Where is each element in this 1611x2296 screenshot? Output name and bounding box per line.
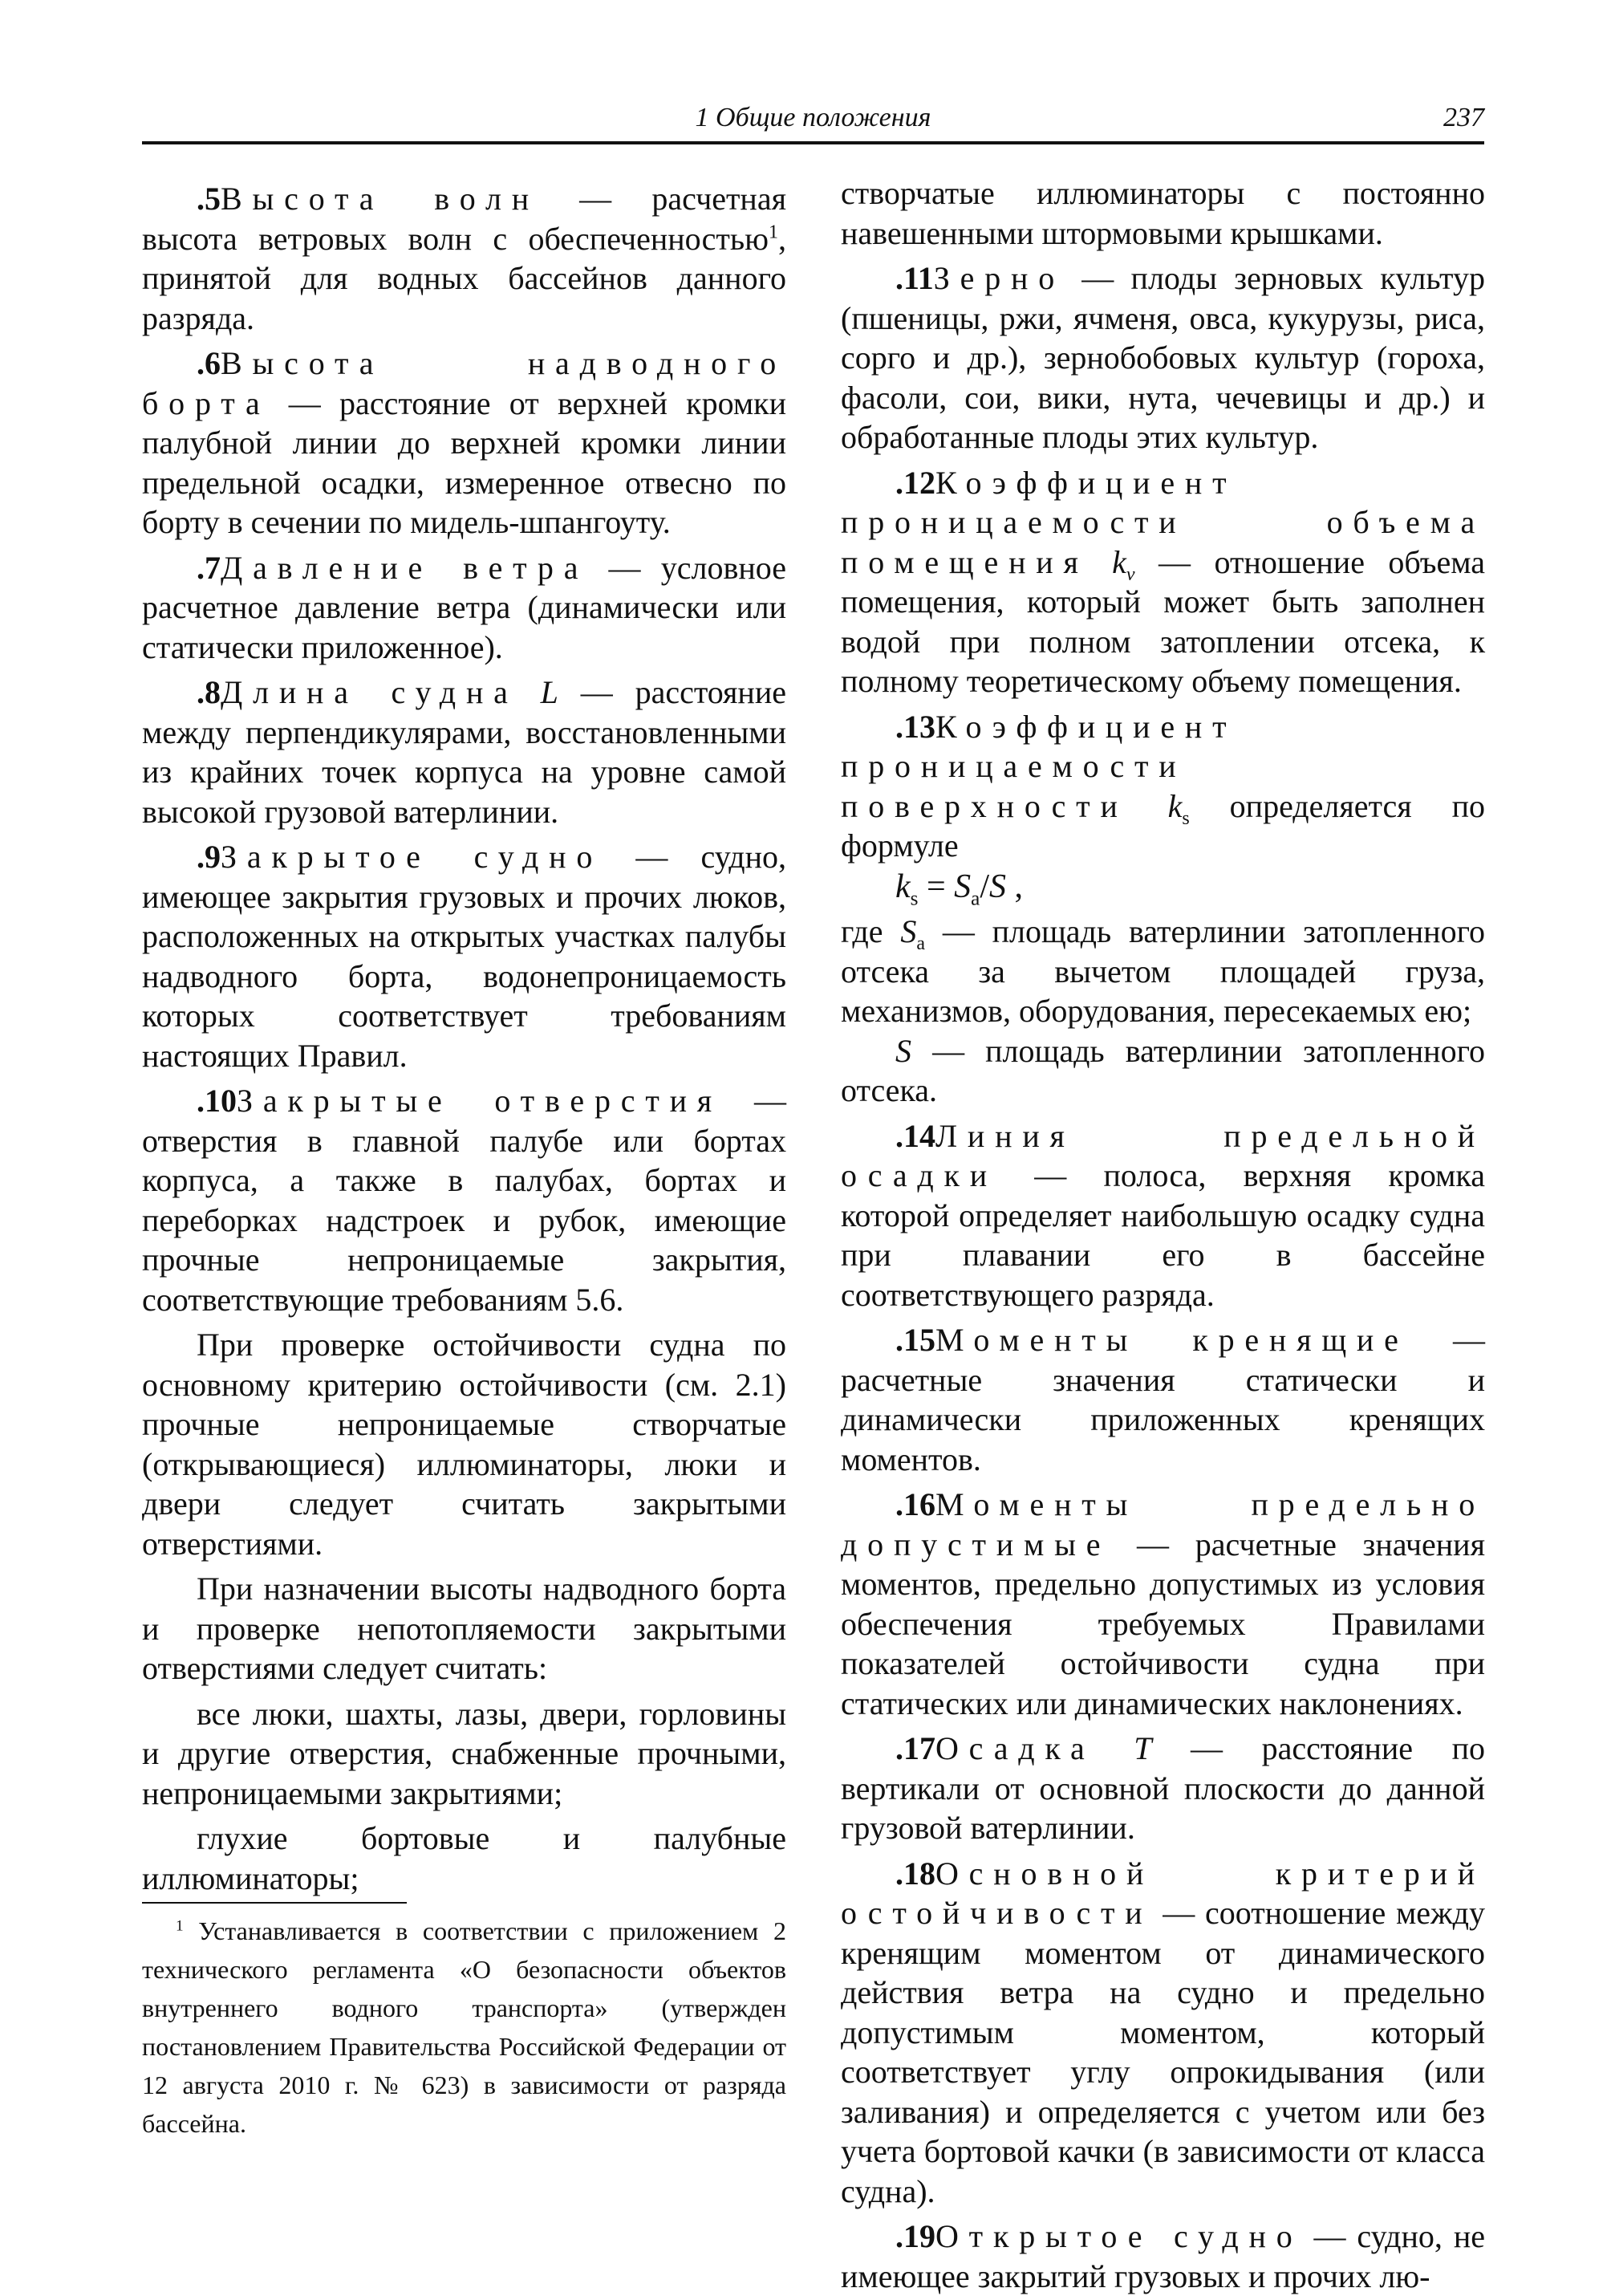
variable: L (540, 674, 558, 710)
definition-text: — расчетные значения статически и динамически приложенных кренящих моментов. (841, 1322, 1486, 1477)
definition-13 (841, 707, 1485, 866)
formula (895, 868, 1485, 908)
definition-text: — расчетные значения моментов, предельно допустимых из условия обеспечения требуемых Правилами показателей остойчивости судна при статических или динамических наклонениях. (841, 1526, 1485, 1721)
definition-17 (841, 1729, 1485, 1848)
term: Давление ветра (221, 549, 589, 586)
variable-subscript: a (916, 933, 925, 954)
definition-11 (841, 258, 1485, 457)
definition-7 (142, 548, 786, 668)
definition-text: — судно, имеющее закрытия грузовых и прочих люков, расположенных на открытых участках палубы надводного борта, водонепроницаемость которых соответствует требованиям настоящих Правил. (142, 839, 786, 1074)
paragraph: При проверке остойчивости судна по основному критерию остойчивости (см. 2.1) прочные непроницаемые створчатые (открывающиеся) иллюминаторы, люки и двери следует считать закрытыми отверстиями. (142, 1327, 786, 1562)
formula-denominator: S (989, 868, 1007, 905)
item-number: .10 (197, 1083, 237, 1119)
variable: S (895, 1032, 911, 1069)
term: Коэффициент проницаемости объема помещения (841, 464, 1485, 580)
variable: k (1112, 543, 1126, 580)
item-number: .5 (197, 181, 221, 217)
term: Основной критерий остойчивости (841, 1855, 1485, 1931)
definition-15 (841, 1320, 1485, 1479)
variable: T (1134, 1730, 1152, 1766)
definition-text: определяется по формуле (841, 787, 1485, 864)
item-number: .19 (895, 2218, 935, 2254)
definition-text: , принятой для водных бассейнов данного разряда. (142, 220, 786, 336)
footnote-mark: 1 (176, 1917, 184, 1935)
paragraph-continuation: створчатые иллюминаторы с постоянно навешенными штормовыми крышками. (841, 175, 1485, 251)
variable-subscript: s (1182, 807, 1190, 829)
fraction-slash: / (980, 868, 990, 905)
term: Закрытые отверстия (237, 1083, 723, 1119)
explanation-text: — площадь ватерлинии затопленного отсека за вычетом площадей груза, механизмов, оборудования, пересекаемых ею; (841, 913, 1485, 1029)
term: Высота надводного борта (142, 345, 786, 421)
term: Зерно (933, 260, 1065, 296)
item-number: .9 (197, 839, 221, 875)
formula-lhs-subscript: s (910, 887, 919, 909)
running-header (142, 96, 1484, 144)
definition-16 (841, 1485, 1485, 1723)
formula-explanation (841, 1031, 1485, 1111)
formula-numerator-subscript: a (971, 887, 980, 909)
definition-text: — расстояние от верхней кромки палубной линии до верхней кромки линии предельной осадки, измеренное отвесно по борту в сечении по мидель-шпангоуту. (142, 384, 786, 540)
where-label: где (841, 913, 901, 949)
definition-text: — судно, не имеющее закрытий грузовых и прочих лю- (841, 2218, 1485, 2294)
term: Осадка (935, 1730, 1095, 1766)
item-number: .6 (197, 345, 221, 381)
term: Моменты предельно допустимые (841, 1486, 1485, 1562)
definition-text: — полоса, верхняя кромка которой определяет наибольшую осадку судна при плавании его в бассейне соответствующего разряда. (841, 1157, 1485, 1313)
page-number: 237 (1443, 103, 1484, 132)
formula-punctuation: , (1006, 868, 1024, 905)
definition-text: — соотношение между кренящим моментом от динамического действия ветра на судно и предельно допустимым моментом, который соответствует углу опрокидывания (или заливания) и определяется с учетом или без учета бортовой качки (в зависимости от класса судна). (841, 1895, 1485, 2209)
item-number: .15 (895, 1322, 935, 1358)
term: Линия предельной осадки (841, 1117, 1485, 1193)
footnote-ref: 1 (769, 221, 778, 243)
item-number: .11 (895, 260, 934, 296)
definition-10 (142, 1081, 786, 1319)
item-number: .18 (895, 1855, 935, 1892)
item-number: .13 (895, 708, 935, 745)
right-column (841, 173, 1485, 2296)
formula-lhs: k (895, 868, 911, 905)
footnote-divider (142, 1902, 407, 1904)
footnote-text: Устанавливается в соответствии с приложением 2 технического регламента «О безопасности объектов внутреннего водного транспорта» (утвержден постановлением Правительства Российской Федерации от 12 августа 2010 г. № 623) в зависимости от разряда бассейна. (142, 1916, 786, 2138)
footnote (142, 1912, 786, 2143)
definition-12 (841, 463, 1485, 701)
definition-text: — отверстия в главной палубе или бортах корпуса, а также в палубах, бортах и переборках надстроек и рубок, имеющие прочные непроницаемые закрытия, соответствующие требованиям 5.6. (142, 1083, 787, 1318)
variable: S (900, 913, 917, 949)
definition-text: — расчетная высота ветровых волн с обеспеченностью (142, 181, 786, 257)
paragraph: глухие бортовые и палубные иллюминаторы; (142, 1820, 786, 1896)
definition-text: — условное расчетное давление ветра (динамически или статически приложенное). (142, 549, 787, 665)
item-number: .8 (197, 674, 221, 710)
term: Открытое судно (935, 2218, 1303, 2254)
definition-19 (841, 2217, 1485, 2296)
formula-numerator: S (954, 868, 972, 905)
item-number: .14 (895, 1117, 935, 1154)
variable: k (1167, 787, 1183, 824)
variable-subscript: v (1126, 563, 1135, 585)
equals-sign: = (918, 868, 955, 905)
definition-text: — расстояние между перпендикулярами, восстановленными из крайних точек корпуса на уровне самой высокой грузовой ватерлинии. (142, 674, 786, 830)
definition-6 (142, 343, 786, 543)
definition-5 (142, 179, 786, 338)
item-number: .12 (895, 464, 935, 501)
paragraph: все люки, шахты, лазы, двери, горловины и другие отверстия, снабженные прочными, непроницаемыми закрытиями; (142, 1695, 786, 1811)
item-number: .17 (895, 1730, 935, 1766)
definition-18 (841, 1854, 1485, 2212)
definition-8 (142, 673, 786, 831)
definition-9 (142, 837, 786, 1075)
definition-text: — отношение объема помещения, который может быть заполнен водой при полном затоплении отсека, к полному теоретическому объему помещения. (841, 543, 1485, 699)
term: Закрытое судно (221, 839, 603, 875)
term: Высота волн (221, 181, 539, 217)
paragraph: При назначении высоты надводного борта и проверке непотопляемости закрытыми отверстиями следует считать: (142, 1571, 786, 1686)
explanation-text: — площадь ватерлинии затопленного отсека. (841, 1032, 1485, 1108)
formula-explanation (841, 912, 1485, 1031)
definition-text: — плоды зерновых культур (пшеницы, ржи, ячменя, овса, кукурузы, риса, сорго и др.), зернобобовых культур (гороха, фасоли, сои, вики, нута, чечевицы и др.) и обработанные плоды этих культур. (841, 260, 1485, 455)
item-number: .7 (197, 549, 221, 586)
left-column (142, 173, 786, 1898)
term: Коэффициент проницаемости поверхности (841, 708, 1237, 824)
definition-14 (841, 1116, 1485, 1315)
definition-text: — расстояние по вертикали от основной плоскости до данной грузовой ватерлинии. (841, 1730, 1485, 1846)
term: Длина судна (221, 674, 518, 710)
item-number: .16 (895, 1486, 935, 1522)
term: Моменты кренящие (935, 1322, 1409, 1358)
chapter-title: 1 Общие положения (695, 103, 931, 132)
